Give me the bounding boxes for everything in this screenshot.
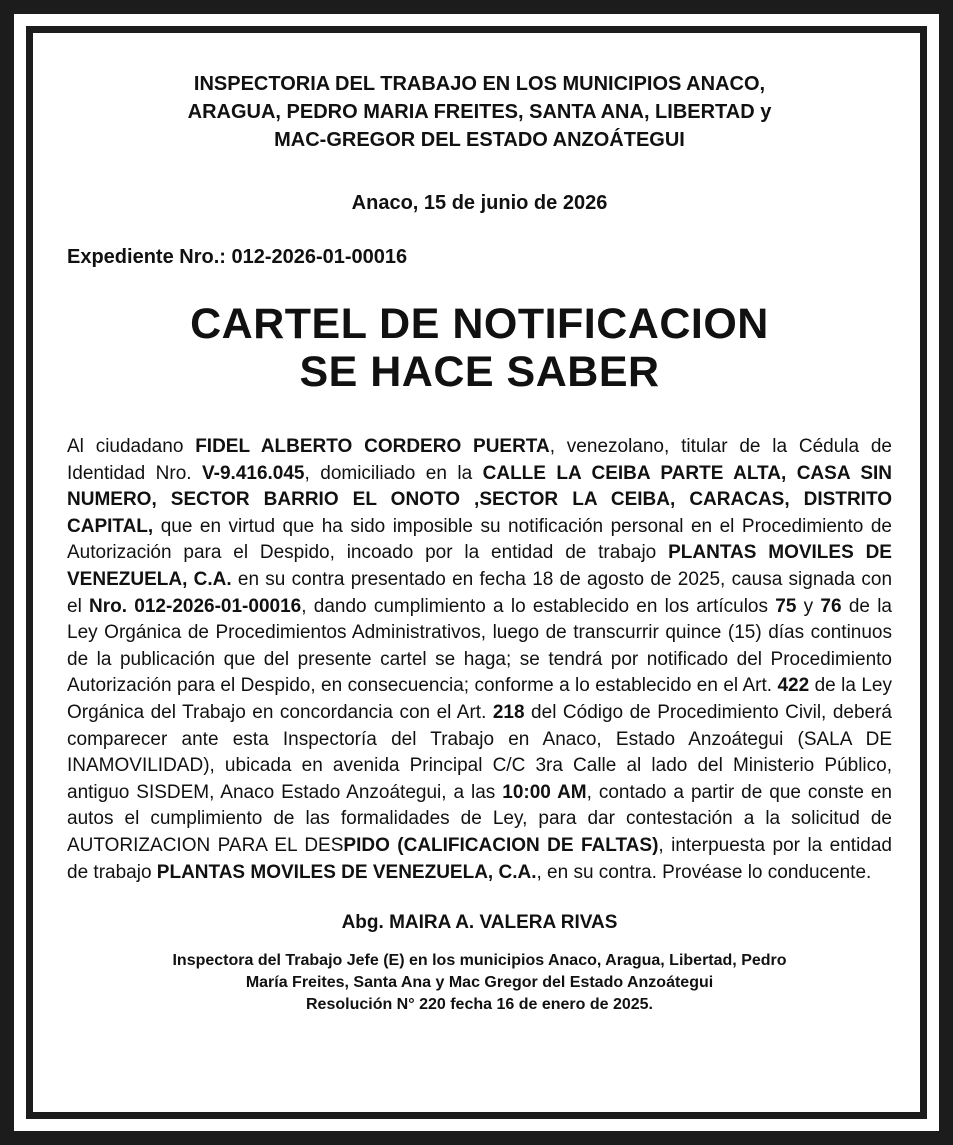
place-and-date: Anaco, 15 de junio de 2026 <box>351 192 608 214</box>
body-text: , interpuesta por la entidad de trabajo <box>67 834 892 883</box>
header-line-1: INSPECTORIA DEL TRABAJO EN LOS MUNICIPIOS ANACO, <box>193 73 766 95</box>
company-name: PLANTAS MOVILES DE VENEZUELA, C.A. <box>67 542 892 590</box>
signer-title-line-1: Inspectora del Trabajo Jefe (E) en los municipios Anaco, Aragua, Libertad, Pedro <box>172 952 787 970</box>
body-text: , en su contra. Provéase lo conducente. <box>536 861 872 883</box>
issuing-authority-header <box>67 70 892 154</box>
title-line-1: CARTEL DE NOTIFICACION <box>190 300 769 348</box>
notice-title <box>67 300 892 396</box>
body-text: que en virtud que ha sido imposible su notificación personal en el Procedimiento de Autorización para el Despido, incoado por la entidad de trabajo <box>67 515 892 564</box>
citizen-name: FIDEL ALBERTO CORDERO PUERTA <box>195 436 550 457</box>
request-type: PIDO (CALIFICACION DE FALTAS) <box>343 834 659 856</box>
notice-content <box>67 70 892 1016</box>
case-number: Nro. 012-2026-01-00016 <box>89 595 302 617</box>
body-text: Al ciudadano <box>67 436 196 457</box>
signer-name: Abg. MAIRA A. VALERA RIVAS <box>341 912 618 934</box>
address: CALLE LA CEIBA PARTE ALTA, CASA SIN NUMERO, SECTOR BARRIO EL ONOTO ,SECTOR LA CEIBA, CARACAS, DISTRITO CAPITAL, <box>67 462 892 537</box>
signer-title-line-3: Resolución N° 220 fecha 16 de enero de 2025. <box>306 996 653 1014</box>
body-text: , venezolano, titular de la Cédula de Identidad Nro. <box>67 436 892 484</box>
article-number: 422 <box>777 675 810 697</box>
header-line-2: ARAGUA, PEDRO MARIA FREITES, SANTA ANA, LIBERTAD y <box>187 101 772 123</box>
body-text: del Código de Procedimiento Civil, deberá comparecer ante esta Inspectoría del Trabajo en Anaco, Estado Anzoátegui (SALA DE INAMOVILIDAD), ubicada en avenida Principal C/C 3ra Calle al lado del Ministerio Público, antiguo SISDEM, Anaco Estado Anzoátegui, a las <box>67 701 892 803</box>
case-file-number: Expediente Nro.: 012-2026-01-00016 <box>67 246 408 268</box>
appearance-time: 10:00 AM <box>502 781 587 803</box>
id-number: V-9.416.045 <box>202 462 305 484</box>
body-text: de la Ley Orgánica del Trabajo en concordancia con el Art. <box>67 675 892 723</box>
body-text: y <box>796 595 821 617</box>
body-text: de la Ley Orgánica de Procedimientos Administrativos, luego de transcurrir quince (15) días continuos de la publicación que del presente cartel se haga; se tendrá por notificado del Procedimiento Autorización para el Despido, en consecuencia; conforme a lo establecido en el Art. <box>67 595 892 697</box>
body-text: en su contra presentado en fecha 18 de agosto de 2025, causa signada con el <box>67 568 893 617</box>
signer-title <box>67 950 892 1016</box>
title-line-2: SE HACE SABER <box>299 348 660 396</box>
notice-body <box>67 434 892 886</box>
article-number: 218 <box>492 701 525 723</box>
header-line-3: MAC-GREGOR DEL ESTADO ANZOÁTEGUI <box>274 129 685 151</box>
company-name: PLANTAS MOVILES DE VENEZUELA, C.A. <box>156 861 537 883</box>
body-text: , contado a partir de que conste en autos el cumplimiento de las formalidades de Ley, para dar contestación a la solicitud de AUTORIZACION PARA EL DES <box>67 781 892 856</box>
signer-title-line-2: María Freites, Santa Ana y Mac Gregor del Estado Anzoátegui <box>245 974 714 992</box>
article-number: 76 <box>820 595 842 617</box>
article-number: 75 <box>775 595 797 617</box>
body-text: , domiciliado en la <box>304 462 483 484</box>
body-text: , dando cumplimiento a lo establecido en los artículos <box>301 595 776 617</box>
